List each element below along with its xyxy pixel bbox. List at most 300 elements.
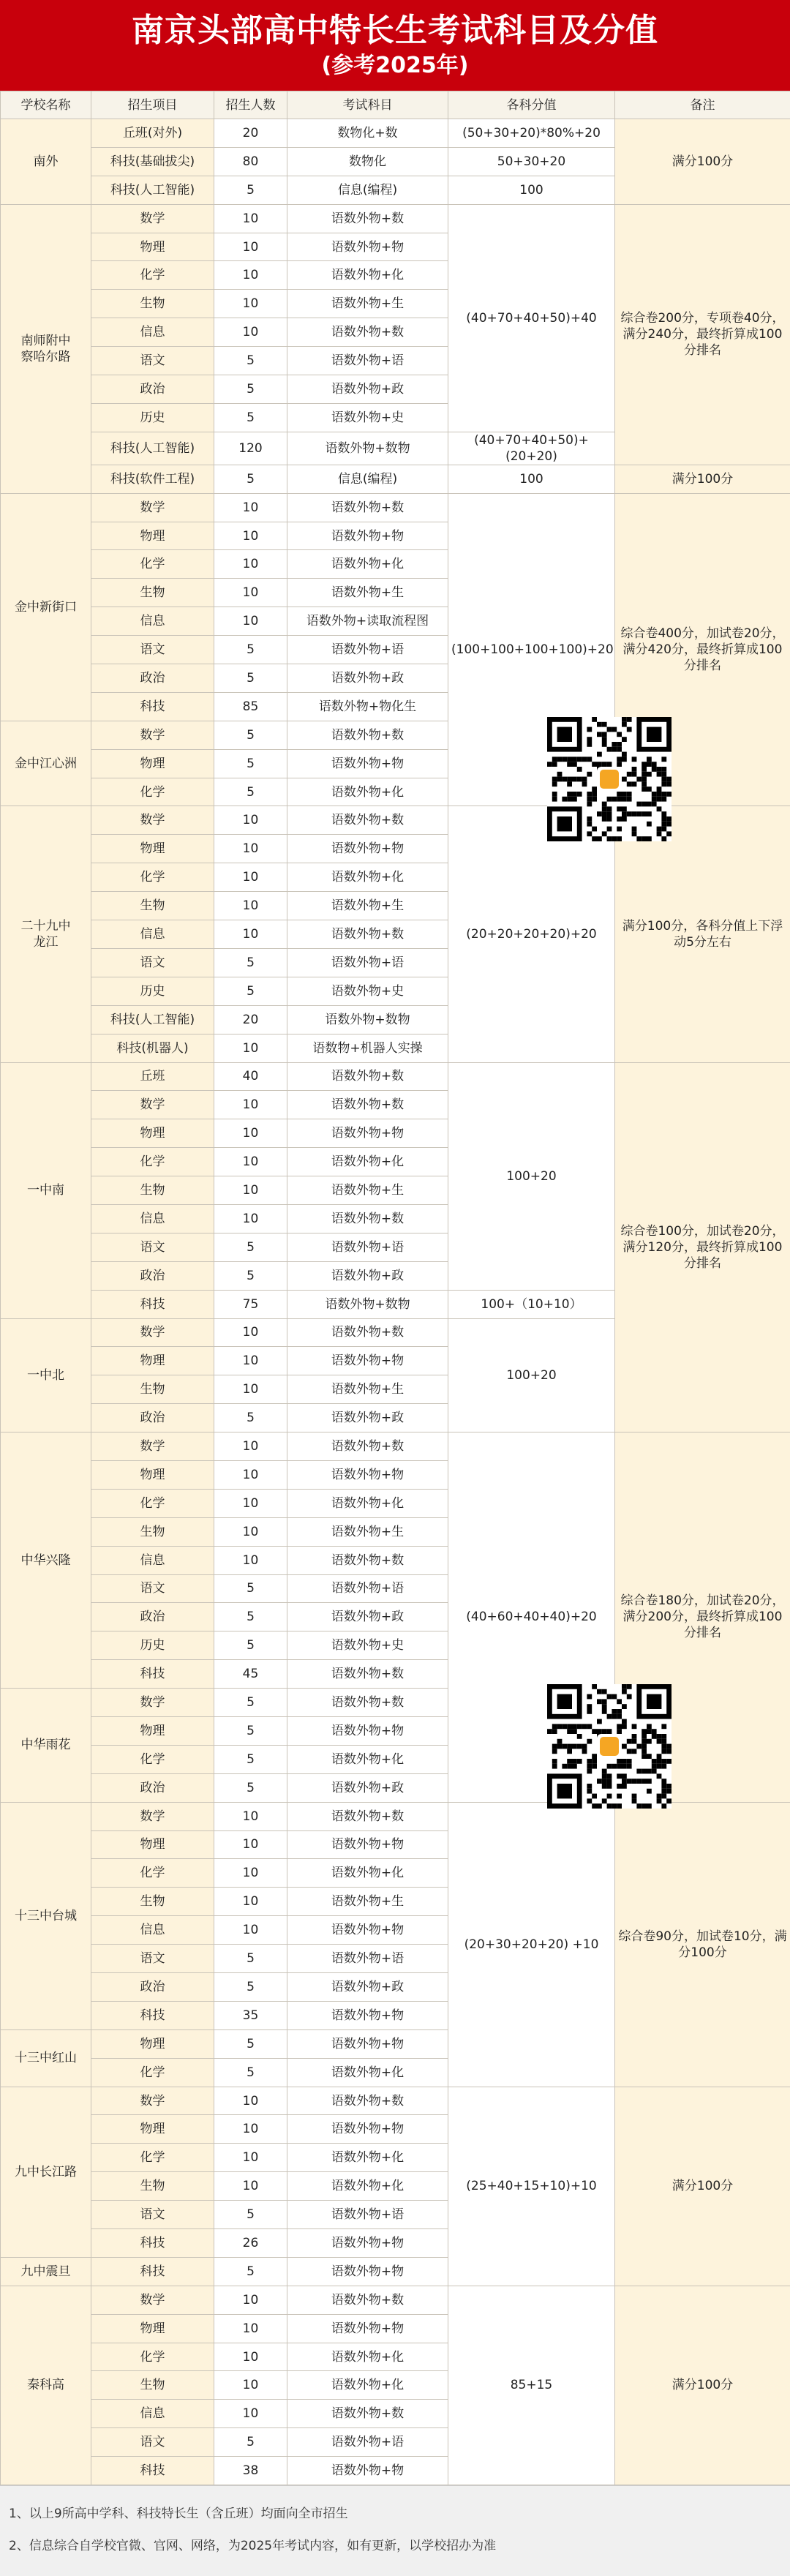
count-cell: 40 bbox=[214, 1062, 287, 1091]
project-cell: 物理 bbox=[91, 1119, 214, 1148]
subject-cell: 语数外物+政 bbox=[287, 1603, 448, 1631]
subject-cell: 语数外物+数 bbox=[287, 318, 448, 347]
score-cell: (50+30+20)*80%+20 bbox=[448, 119, 615, 148]
count-cell: 5 bbox=[214, 664, 287, 693]
subject-cell: 语数外物+物化生 bbox=[287, 692, 448, 721]
subject-cell: 语数外物+政 bbox=[287, 1773, 448, 1802]
subject-cell: 语数外物+数 bbox=[287, 493, 448, 522]
table-row bbox=[1, 2087, 790, 2115]
header-school: 学校名称 bbox=[1, 91, 91, 119]
project-cell: 科技 bbox=[91, 2229, 214, 2258]
project-cell: 政治 bbox=[91, 1404, 214, 1432]
project-cell: 数学 bbox=[91, 2286, 214, 2314]
table-row bbox=[1, 465, 790, 493]
school-name-cell: 九中震旦 bbox=[1, 2257, 91, 2286]
header-count: 招生人数 bbox=[214, 91, 287, 119]
subject-cell: 语数外物+语 bbox=[287, 1233, 448, 1261]
subject-cell: 语数外物+数 bbox=[287, 2400, 448, 2428]
subject-cell: 语数外物+物 bbox=[287, 522, 448, 550]
project-cell: 化学 bbox=[91, 2144, 214, 2172]
project-cell: 丘班(对外) bbox=[91, 119, 214, 148]
count-cell: 10 bbox=[214, 2343, 287, 2371]
project-cell: 数学 bbox=[91, 721, 214, 749]
subject-cell: 语数外物+数 bbox=[287, 1204, 448, 1233]
subject-cell: 语数外物+物 bbox=[287, 2115, 448, 2144]
subject-cell: 语数外物+史 bbox=[287, 977, 448, 1005]
count-cell: 10 bbox=[214, 1119, 287, 1148]
count-cell: 10 bbox=[214, 920, 287, 949]
project-cell: 历史 bbox=[91, 1631, 214, 1660]
count-cell: 10 bbox=[214, 1034, 287, 1062]
score-cell: (20+30+20+20) +10 bbox=[448, 1802, 615, 2087]
project-cell: 物理 bbox=[91, 1716, 214, 1745]
count-cell: 5 bbox=[214, 465, 287, 493]
count-cell: 5 bbox=[214, 2201, 287, 2229]
school-name-cell: 南外 bbox=[1, 119, 91, 205]
subject-cell: 语数外物+政 bbox=[287, 1261, 448, 1290]
school-name-cell: 金中江心洲 bbox=[1, 721, 91, 806]
school-name-cell: 一中南 bbox=[1, 1062, 91, 1318]
subject-cell: 语数外物+物 bbox=[287, 1460, 448, 1489]
count-cell: 10 bbox=[214, 1460, 287, 1489]
count-cell: 10 bbox=[214, 1830, 287, 1859]
subject-cell: 语数外物+语 bbox=[287, 2201, 448, 2229]
project-cell: 生物 bbox=[91, 892, 214, 920]
subject-cell: 数物化 bbox=[287, 147, 448, 176]
count-cell: 5 bbox=[214, 1945, 287, 1973]
remark-cell: 综合卷180分，加试卷20分，满分200分，最终折算成100分排名 bbox=[615, 1432, 790, 1803]
subject-cell: 语数外物+政 bbox=[287, 1973, 448, 2002]
project-cell: 信息 bbox=[91, 607, 214, 636]
count-cell: 5 bbox=[214, 176, 287, 204]
count-cell: 10 bbox=[214, 1375, 287, 1404]
subject-cell: 语数外物+生 bbox=[287, 579, 448, 607]
subject-cell: 语数外物+生 bbox=[287, 1888, 448, 1916]
project-cell: 信息 bbox=[91, 2400, 214, 2428]
school-name-cell: 南师附中 察哈尔路 bbox=[1, 204, 91, 493]
count-cell: 5 bbox=[214, 2058, 287, 2087]
subject-cell: 语数外物+物 bbox=[287, 1347, 448, 1375]
subject-cell: 语数外物+物 bbox=[287, 1916, 448, 1945]
count-cell: 5 bbox=[214, 1973, 287, 2002]
score-table bbox=[0, 91, 790, 2485]
count-cell: 5 bbox=[214, 977, 287, 1005]
count-cell: 10 bbox=[214, 1802, 287, 1830]
count-cell: 10 bbox=[214, 550, 287, 579]
project-cell: 科技 bbox=[91, 1660, 214, 1689]
project-cell: 物理 bbox=[91, 1460, 214, 1489]
count-cell: 10 bbox=[214, 1204, 287, 1233]
subject-cell: 语数外物+数 bbox=[287, 1689, 448, 1717]
project-cell: 政治 bbox=[91, 1973, 214, 2002]
count-cell: 5 bbox=[214, 1233, 287, 1261]
count-cell: 10 bbox=[214, 1916, 287, 1945]
remark-cell: 满分100分，各科分值上下浮动5分左右 bbox=[615, 806, 790, 1062]
subject-cell: 语数外物+化 bbox=[287, 1859, 448, 1888]
subject-cell: 语数外物+物 bbox=[287, 2029, 448, 2058]
subject-cell: 语数外物+语 bbox=[287, 636, 448, 664]
count-cell: 10 bbox=[214, 1517, 287, 1546]
project-cell: 数学 bbox=[91, 1318, 214, 1347]
count-cell: 10 bbox=[214, 1546, 287, 1574]
subject-cell: 语数外物+史 bbox=[287, 1631, 448, 1660]
count-cell: 5 bbox=[214, 1261, 287, 1290]
count-cell: 10 bbox=[214, 522, 287, 550]
school-name-cell: 九中长江路 bbox=[1, 2087, 91, 2257]
score-cell: (20+20+20+20)+20 bbox=[448, 806, 615, 1062]
count-cell: 80 bbox=[214, 147, 287, 176]
count-cell: 10 bbox=[214, 2115, 287, 2144]
header-subject: 考试科目 bbox=[287, 91, 448, 119]
count-cell: 10 bbox=[214, 1347, 287, 1375]
project-cell: 历史 bbox=[91, 977, 214, 1005]
subject-cell: 信息(编程) bbox=[287, 176, 448, 204]
project-cell: 语文 bbox=[91, 1574, 214, 1603]
subject-cell: 语数外物+语 bbox=[287, 347, 448, 375]
subject-cell: 语数外物+物 bbox=[287, 2001, 448, 2029]
project-cell: 科技 bbox=[91, 1290, 214, 1318]
project-cell: 数学 bbox=[91, 1091, 214, 1119]
subject-cell: 语数外物+数物 bbox=[287, 432, 448, 465]
count-cell: 38 bbox=[214, 2457, 287, 2485]
score-cell: 85+15 bbox=[448, 2286, 615, 2485]
project-cell: 生物 bbox=[91, 2172, 214, 2201]
project-cell: 数学 bbox=[91, 2087, 214, 2115]
count-cell: 10 bbox=[214, 493, 287, 522]
project-cell: 生物 bbox=[91, 579, 214, 607]
subject-cell: 语数外物+化 bbox=[287, 2343, 448, 2371]
subject-cell: 数物化+数 bbox=[287, 119, 448, 148]
project-cell: 科技(软件工程) bbox=[91, 465, 214, 493]
project-cell: 信息 bbox=[91, 1916, 214, 1945]
score-cell: 100 bbox=[448, 465, 615, 493]
remark-cell: 综合卷200分，专项卷40分，满分240分，最终折算成100分排名 bbox=[615, 204, 790, 465]
table-row bbox=[1, 493, 790, 522]
project-cell: 化学 bbox=[91, 1489, 214, 1517]
project-cell: 化学 bbox=[91, 1148, 214, 1176]
score-cell: (25+40+15+10)+10 bbox=[448, 2087, 615, 2286]
count-cell: 5 bbox=[214, 2029, 287, 2058]
project-cell: 化学 bbox=[91, 863, 214, 892]
count-cell: 10 bbox=[214, 2144, 287, 2172]
project-cell: 信息 bbox=[91, 1204, 214, 1233]
count-cell: 10 bbox=[214, 579, 287, 607]
project-cell: 语文 bbox=[91, 1945, 214, 1973]
subject-cell: 语数外物+化 bbox=[287, 550, 448, 579]
count-cell: 5 bbox=[214, 375, 287, 404]
count-cell: 10 bbox=[214, 607, 287, 636]
project-cell: 政治 bbox=[91, 1261, 214, 1290]
subject-cell: 语数外物+政 bbox=[287, 1404, 448, 1432]
project-cell: 语文 bbox=[91, 2428, 214, 2457]
score-cell: 50+30+20 bbox=[448, 147, 615, 176]
count-cell: 5 bbox=[214, 1603, 287, 1631]
project-cell: 化学 bbox=[91, 778, 214, 806]
project-cell: 科技(机器人) bbox=[91, 1034, 214, 1062]
school-name-cell: 中华雨花 bbox=[1, 1689, 91, 1803]
count-cell: 10 bbox=[214, 835, 287, 863]
table-row bbox=[1, 204, 790, 233]
count-cell: 45 bbox=[214, 1660, 287, 1689]
table-row bbox=[1, 1802, 790, 1830]
school-name-cell: 二十九中 龙江 bbox=[1, 806, 91, 1062]
project-cell: 化学 bbox=[91, 261, 214, 290]
count-cell: 5 bbox=[214, 948, 287, 977]
subject-cell: 语数外物+数 bbox=[287, 2286, 448, 2314]
subject-cell: 语数外物+物 bbox=[287, 2457, 448, 2485]
project-cell: 物理 bbox=[91, 2029, 214, 2058]
count-cell: 10 bbox=[214, 892, 287, 920]
project-cell: 物理 bbox=[91, 1830, 214, 1859]
subject-cell: 语数外物+物 bbox=[287, 1716, 448, 1745]
project-cell: 丘班 bbox=[91, 1062, 214, 1091]
project-cell: 数学 bbox=[91, 204, 214, 233]
count-cell: 10 bbox=[214, 261, 287, 290]
project-cell: 科技 bbox=[91, 692, 214, 721]
count-cell: 20 bbox=[214, 119, 287, 148]
subject-cell: 语数外物+数 bbox=[287, 721, 448, 749]
count-cell: 5 bbox=[214, 721, 287, 749]
subject-cell: 语数外物+数 bbox=[287, 1318, 448, 1347]
count-cell: 10 bbox=[214, 2286, 287, 2314]
subject-cell: 语数外物+语 bbox=[287, 2428, 448, 2457]
subject-cell: 语数外物+化 bbox=[287, 863, 448, 892]
count-cell: 10 bbox=[214, 1489, 287, 1517]
subject-cell: 语数外物+语 bbox=[287, 1574, 448, 1603]
count-cell: 5 bbox=[214, 1689, 287, 1717]
count-cell: 10 bbox=[214, 233, 287, 261]
project-cell: 科技(人工智能) bbox=[91, 1005, 214, 1034]
school-name-cell: 金中新街口 bbox=[1, 493, 91, 721]
project-cell: 语文 bbox=[91, 1233, 214, 1261]
header-remark: 备注 bbox=[615, 91, 790, 119]
subject-cell: 语数外物+生 bbox=[287, 1375, 448, 1404]
count-cell: 10 bbox=[214, 1432, 287, 1461]
school-name-cell: 十三中红山 bbox=[1, 2029, 91, 2087]
subject-cell: 语数外物+政 bbox=[287, 375, 448, 404]
subject-cell: 语数外物+化 bbox=[287, 1745, 448, 1773]
count-cell: 10 bbox=[214, 806, 287, 835]
score-cell: 100+20 bbox=[448, 1318, 615, 1432]
count-cell: 26 bbox=[214, 2229, 287, 2258]
footnote-1: 1、以上9所高中学科、科技特长生（含丘班）均面向全市招生 bbox=[9, 2498, 781, 2530]
project-cell: 数学 bbox=[91, 1802, 214, 1830]
subject-cell: 语数外物+化 bbox=[287, 2144, 448, 2172]
table-row bbox=[1, 1432, 790, 1461]
subject-cell: 语数外物+化 bbox=[287, 2058, 448, 2087]
project-cell: 物理 bbox=[91, 2115, 214, 2144]
subject-cell: 语数外物+化 bbox=[287, 2172, 448, 2201]
count-cell: 10 bbox=[214, 2371, 287, 2400]
count-cell: 10 bbox=[214, 1859, 287, 1888]
remark-cell: 满分100分 bbox=[615, 119, 790, 205]
subject-cell: 语数外物+语 bbox=[287, 948, 448, 977]
count-cell: 10 bbox=[214, 863, 287, 892]
page-header bbox=[0, 0, 790, 91]
project-cell: 物理 bbox=[91, 835, 214, 863]
subject-cell: 语数外物+物 bbox=[287, 2257, 448, 2286]
count-cell: 10 bbox=[214, 2314, 287, 2343]
project-cell: 生物 bbox=[91, 1176, 214, 1205]
count-cell: 10 bbox=[214, 2087, 287, 2115]
subject-cell: 语数外物+数 bbox=[287, 1091, 448, 1119]
count-cell: 10 bbox=[214, 2172, 287, 2201]
table-row bbox=[1, 2286, 790, 2314]
subject-cell: 语数外物+化 bbox=[287, 2371, 448, 2400]
project-cell: 生物 bbox=[91, 290, 214, 318]
project-cell: 语文 bbox=[91, 2201, 214, 2229]
subject-cell: 语数外物+物 bbox=[287, 1830, 448, 1859]
count-cell: 10 bbox=[214, 1176, 287, 1205]
project-cell: 生物 bbox=[91, 1517, 214, 1546]
project-cell: 语文 bbox=[91, 948, 214, 977]
school-name-cell: 十三中台城 bbox=[1, 1802, 91, 2029]
score-cell: (100+100+100+100)+20 bbox=[448, 493, 615, 806]
subject-cell: 语数外物+化 bbox=[287, 778, 448, 806]
project-cell: 政治 bbox=[91, 1603, 214, 1631]
footnote-2: 2、信息综合自学校官微、官网、网络，为2025年考试内容，如有更新，以学校招办为准 bbox=[9, 2530, 781, 2562]
subject-cell: 语数外物+生 bbox=[287, 892, 448, 920]
count-cell: 5 bbox=[214, 2257, 287, 2286]
project-cell: 历史 bbox=[91, 403, 214, 432]
subject-cell: 语数外物+物 bbox=[287, 749, 448, 778]
project-cell: 政治 bbox=[91, 664, 214, 693]
subject-cell: 信息(编程) bbox=[287, 465, 448, 493]
project-cell: 政治 bbox=[91, 1773, 214, 1802]
remark-cell: 满分100分 bbox=[615, 2087, 790, 2286]
count-cell: 10 bbox=[214, 1318, 287, 1347]
header-project: 招生项目 bbox=[91, 91, 214, 119]
project-cell: 科技(人工智能) bbox=[91, 176, 214, 204]
school-name-cell: 中华兴隆 bbox=[1, 1432, 91, 1689]
table-row bbox=[1, 119, 790, 148]
subject-cell: 语数外物+物 bbox=[287, 1119, 448, 1148]
subject-cell: 语数外物+数 bbox=[287, 1802, 448, 1830]
count-cell: 5 bbox=[214, 403, 287, 432]
count-cell: 5 bbox=[214, 636, 287, 664]
count-cell: 10 bbox=[214, 318, 287, 347]
project-cell: 化学 bbox=[91, 1859, 214, 1888]
remark-cell: 满分100分 bbox=[615, 2286, 790, 2485]
project-cell: 物理 bbox=[91, 233, 214, 261]
count-cell: 10 bbox=[214, 290, 287, 318]
count-cell: 10 bbox=[214, 1148, 287, 1176]
remark-cell: 满分100分 bbox=[615, 465, 790, 493]
school-name-cell: 一中北 bbox=[1, 1318, 91, 1432]
project-cell: 数学 bbox=[91, 1689, 214, 1717]
project-cell: 语文 bbox=[91, 347, 214, 375]
project-cell: 生物 bbox=[91, 1888, 214, 1916]
project-cell: 物理 bbox=[91, 522, 214, 550]
subject-cell: 语数外物+读取流程图 bbox=[287, 607, 448, 636]
project-cell: 化学 bbox=[91, 2058, 214, 2087]
count-cell: 10 bbox=[214, 1888, 287, 1916]
count-cell: 35 bbox=[214, 2001, 287, 2029]
count-cell: 5 bbox=[214, 749, 287, 778]
project-cell: 物理 bbox=[91, 1347, 214, 1375]
subject-cell: 语数外物+生 bbox=[287, 1176, 448, 1205]
count-cell: 20 bbox=[214, 1005, 287, 1034]
project-cell: 政治 bbox=[91, 375, 214, 404]
table-row bbox=[1, 1062, 790, 1091]
count-cell: 85 bbox=[214, 692, 287, 721]
score-cell: (40+70+40+50)+40 bbox=[448, 204, 615, 432]
project-cell: 信息 bbox=[91, 920, 214, 949]
subject-cell: 语数外物+数物 bbox=[287, 1005, 448, 1034]
count-cell: 5 bbox=[214, 1631, 287, 1660]
subject-cell: 语数外物+数 bbox=[287, 1660, 448, 1689]
count-cell: 5 bbox=[214, 1404, 287, 1432]
count-cell: 75 bbox=[214, 1290, 287, 1318]
project-cell: 信息 bbox=[91, 318, 214, 347]
remark-cell: 综合卷90分，加试卷10分，满分100分 bbox=[615, 1802, 790, 2087]
count-cell: 5 bbox=[214, 2428, 287, 2457]
project-cell: 科技 bbox=[91, 2457, 214, 2485]
project-cell: 科技(基础拔尖) bbox=[91, 147, 214, 176]
project-cell: 数学 bbox=[91, 1432, 214, 1461]
count-cell: 10 bbox=[214, 204, 287, 233]
subject-cell: 语数外物+物 bbox=[287, 2314, 448, 2343]
count-cell: 10 bbox=[214, 1091, 287, 1119]
subject-cell: 语数外物+数 bbox=[287, 1432, 448, 1461]
count-cell: 5 bbox=[214, 1773, 287, 1802]
header-score: 各科分值 bbox=[448, 91, 615, 119]
subject-cell: 语数外物+生 bbox=[287, 1517, 448, 1546]
project-cell: 科技(人工智能) bbox=[91, 432, 214, 465]
table-body bbox=[1, 119, 790, 2485]
qr-code-icon bbox=[547, 717, 672, 841]
subject-cell: 语数外物+数 bbox=[287, 1546, 448, 1574]
table-header-row bbox=[1, 91, 790, 119]
subject-cell: 语数外物+数 bbox=[287, 204, 448, 233]
count-cell: 5 bbox=[214, 778, 287, 806]
score-cell: (40+60+40+40)+20 bbox=[448, 1432, 615, 1803]
project-cell: 生物 bbox=[91, 2371, 214, 2400]
subject-cell: 语数外物+化 bbox=[287, 1489, 448, 1517]
subject-cell: 语数外物+数物 bbox=[287, 1290, 448, 1318]
score-cell: 100+20 bbox=[448, 1062, 615, 1290]
count-cell: 5 bbox=[214, 347, 287, 375]
subject-cell: 语数外物+数 bbox=[287, 806, 448, 835]
project-cell: 生物 bbox=[91, 1375, 214, 1404]
school-name-cell: 秦科高 bbox=[1, 2286, 91, 2485]
count-cell: 10 bbox=[214, 2400, 287, 2428]
subject-cell: 语数物+机器人实操 bbox=[287, 1034, 448, 1062]
subject-cell: 语数外物+语 bbox=[287, 1945, 448, 1973]
count-cell: 5 bbox=[214, 1745, 287, 1773]
project-cell: 化学 bbox=[91, 1745, 214, 1773]
count-cell: 5 bbox=[214, 1716, 287, 1745]
project-cell: 物理 bbox=[91, 2314, 214, 2343]
project-cell: 科技 bbox=[91, 2001, 214, 2029]
score-cell: (40+70+40+50)+(20+20) bbox=[448, 432, 615, 465]
remark-cell: 综合卷400分，加试卷20分，满分420分，最终折算成100分排名 bbox=[615, 493, 790, 806]
table-row bbox=[1, 806, 790, 835]
subject-cell: 语数外物+政 bbox=[287, 664, 448, 693]
footnotes bbox=[0, 2485, 790, 2576]
count-cell: 5 bbox=[214, 1574, 287, 1603]
subject-cell: 语数外物+数 bbox=[287, 2087, 448, 2115]
page-title: 南京头部高中特长生考试科目及分值 bbox=[0, 10, 790, 51]
count-cell: 120 bbox=[214, 432, 287, 465]
subject-cell: 语数外物+化 bbox=[287, 1148, 448, 1176]
subject-cell: 语数外物+生 bbox=[287, 290, 448, 318]
project-cell: 科技 bbox=[91, 2257, 214, 2286]
subject-cell: 语数外物+化 bbox=[287, 261, 448, 290]
project-cell: 化学 bbox=[91, 550, 214, 579]
project-cell: 数学 bbox=[91, 806, 214, 835]
project-cell: 信息 bbox=[91, 1546, 214, 1574]
